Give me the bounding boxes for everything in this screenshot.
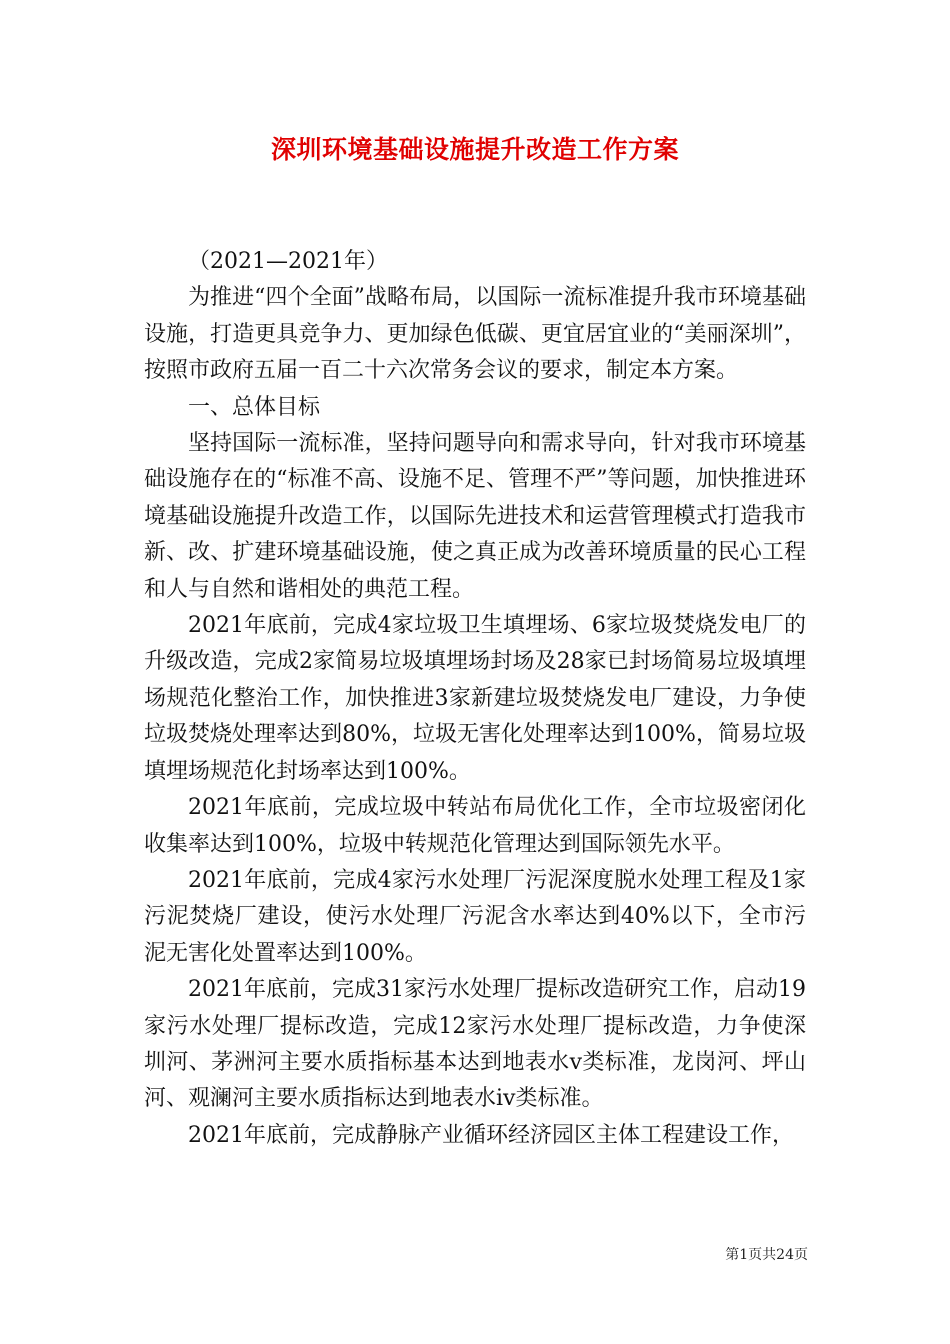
page-number: 第1页共24页 [725, 1247, 808, 1263]
target-paragraph-wastewater: 2021年底前，完成31家污水处理厂提标改造研究工作，启动19家污水处理厂提标改造，完成12家污水处理厂提标改造，力争使深圳河、茅洲河主要水质指标基本达到地表水ⅴ类标准，龙岗河、坪山河、观澜河主要水质指标达到地表水ⅳ类标准。 [144, 977, 806, 1112]
document-body [144, 244, 806, 1154]
target-paragraph-eco-park: 2021年底前，完成静脉产业循环经济园区主体工程建设工作， [188, 1122, 794, 1148]
date-range: （2021—2021年） [188, 249, 388, 274]
goals-paragraph: 坚持国际一流标准，坚持问题导向和需求导向，针对我市环境基础设施存在的“标准不高、设施不足、管理不严”等问题，加快推进环境基础设施提升改造工作，以国际先进技术和运营管理模式打造我市新、改、扩建环境基础设施，使之真正成为改善环境质量的民心工程和人与自然和谐相处的典范工程。 [144, 431, 806, 602]
target-paragraph-landfill: 2021年底前，完成4家垃圾卫生填埋场、6家垃圾焚烧发电厂的升级改造，完成2家简易垃圾填埋场封场及28家已封场简易垃圾填埋场规范化整治工作，加快推进3家新建垃圾焚烧发电厂建设，力争使垃圾焚烧处理率达到80%，垃圾无害化处理率达到100%，简易垃圾填埋场规范化封场率达到100%。 [144, 613, 806, 784]
intro-paragraph: 为推进“四个全面”战略布局，以国际一流标准提升我市环境基础设施，打造更具竞争力、更加绿色低碳、更宜居宜业的“美丽深圳”，按照市政府五届一百二十六次常务会议的要求，制定本方案。 [144, 285, 806, 384]
target-paragraph-transfer: 2021年底前，完成垃圾中转站布局优化工作，全市垃圾密闭化收集率达到100%，垃圾中转规范化管理达到国际领先水平。 [144, 795, 806, 857]
document-title: 深圳环境基础设施提升改造工作方案 [270, 135, 679, 164]
target-paragraph-sludge: 2021年底前，完成4家污水处理厂污泥深度脱水处理工程及1家污泥焚烧厂建设，使污水处理厂污泥含水率达到40%以下，全市污泥无害化处置率达到100%。 [144, 867, 806, 966]
section-heading-overall-goals: 一、总体目标 [188, 394, 321, 420]
